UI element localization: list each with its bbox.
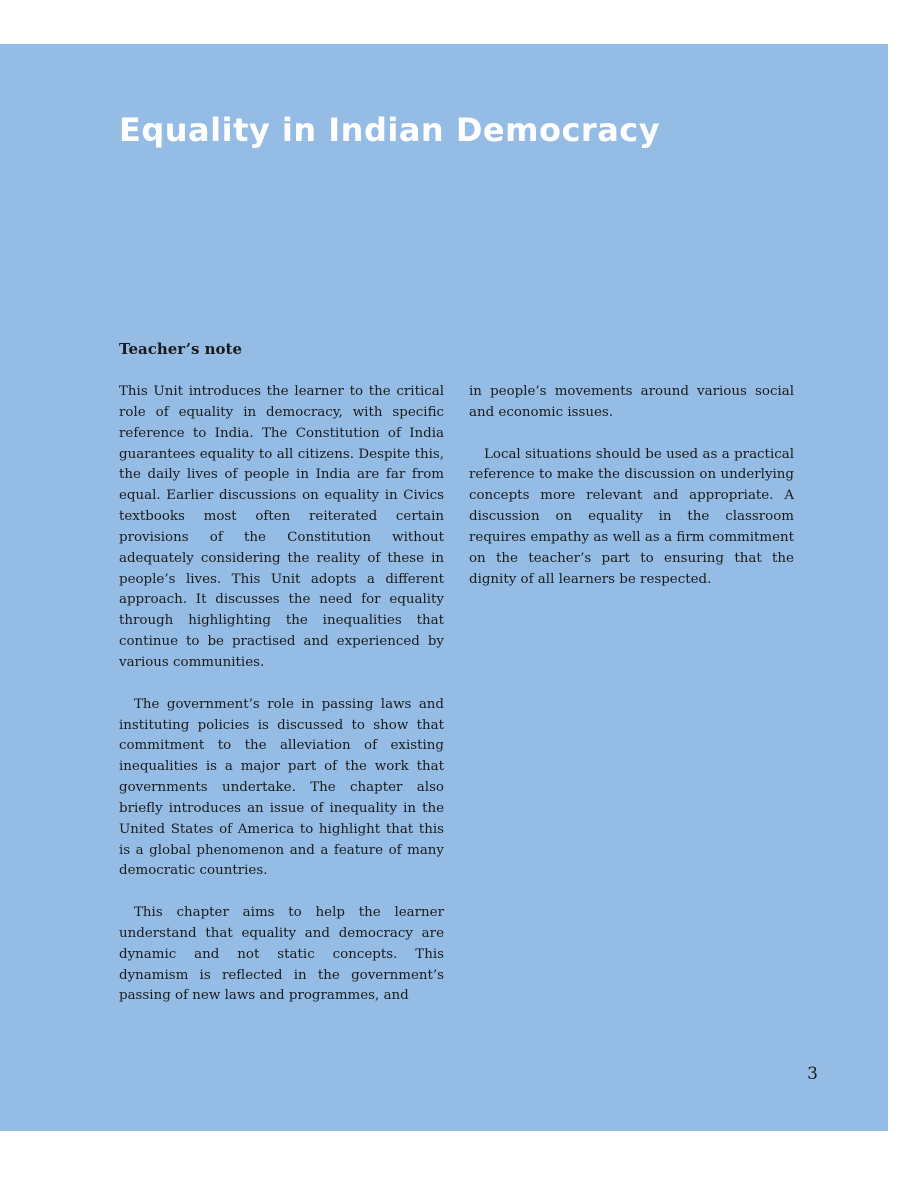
page-number: 3 [807, 1064, 818, 1084]
paragraph-government-role: The government’s role in passing laws and instituting policies is discussed to show that commitment to the alleviation of existing inequalities is a major part of the work that governments undertake. The chapter also briefly introduces an issue of inequality in the United States of America to highlight that this is a global phenomenon and a feature of many democratic countries. [119, 696, 444, 879]
paragraph-continuation: in people’s movements around various social and economic issues. [469, 384, 794, 420]
paragraph-intro: This Unit introduces the learner to the critical role of equality in democracy, with specific reference to India. The Constitution of India guarantees equality to all citizens. Despite this, the daily lives of people in India are far from equal. Earlier discussions on equality in Civics textbooks most often reiterated certain provisions of the Constitution without adequately considering the reality of these in people’s lives. This Unit adopts a different approach. It discusses the need for equality through highlighting the inequalities that continue to be practised and experienced by various communities. [119, 384, 444, 670]
unit-title: Equality in Indian Democracy [119, 111, 661, 149]
paragraph-chapter-aims: This chapter aims to help the learner understand that equality and democracy are dynamic and not static concepts. This dynamism is reflected in the government’s passing of new laws and programmes, and [119, 905, 444, 1004]
teachers-note-heading: Teacher’s note [119, 340, 243, 358]
left-text-column [119, 382, 444, 1028]
paragraph-local-situations: Local situations should be used as a practical reference to make the discussion on underlying concepts more relevant and appropriate. A discussion on equality in the classroom requires empathy as well as a firm commitment on the teacher’s part to ensuring that the dignity of all learners be respected. [469, 446, 794, 587]
right-text-column [469, 382, 794, 611]
